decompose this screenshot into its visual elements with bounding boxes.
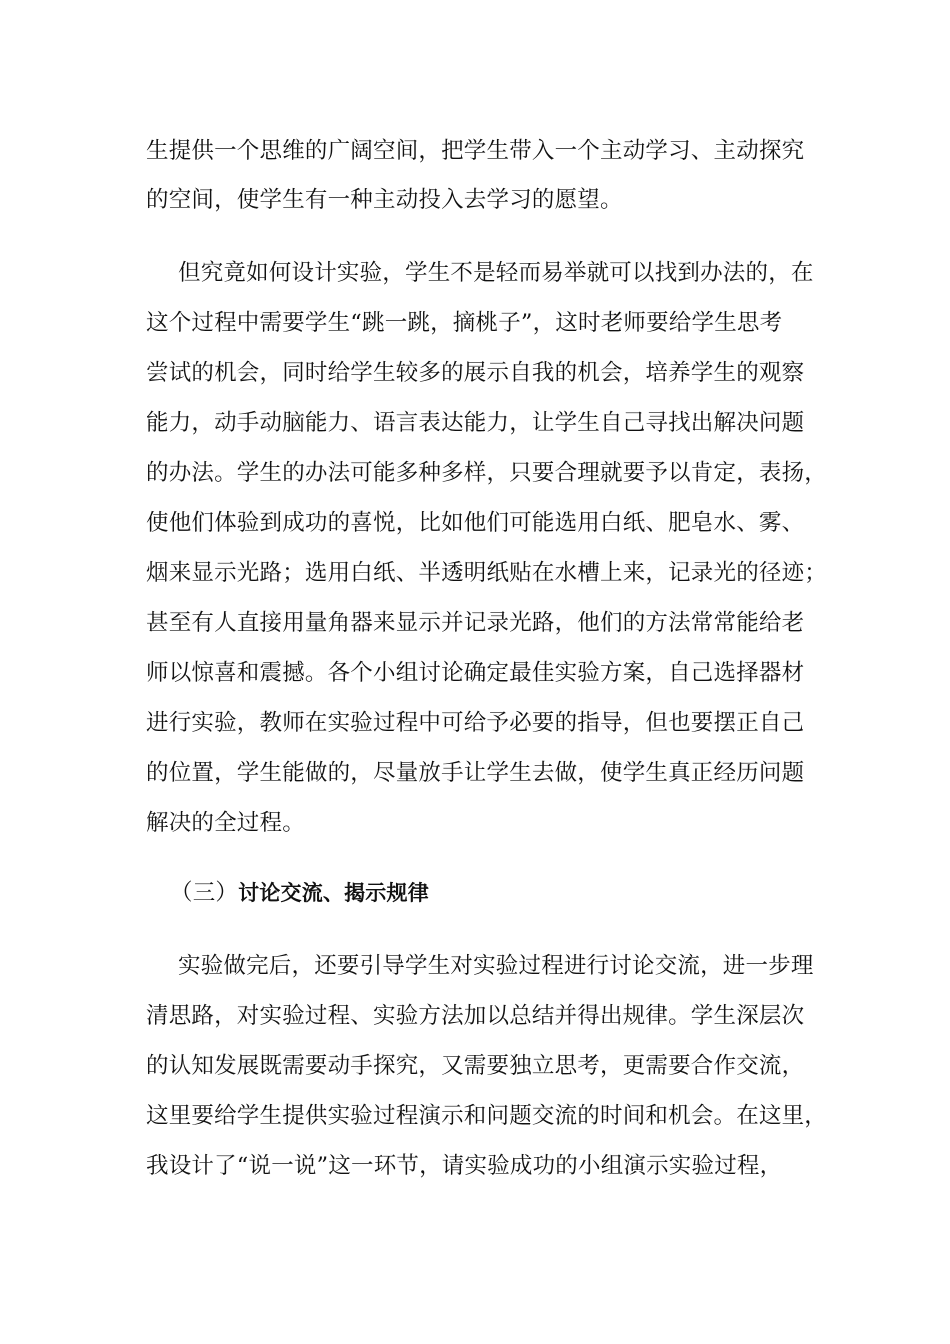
section-heading-prefix: （三） [170,880,239,906]
paragraph-3-line-2: 清思路，对实验过程、实验方法加以总结并得出规律。学生深层次 [146,1003,805,1029]
paragraph-2-line-9: 师以惊喜和震撼。各个小组讨论确定最佳实验方案，自己选择器材 [146,660,805,686]
paragraph-2-line-1: 但究竟如何设计实验，学生不是轻而易举就可以找到办法的，在 [178,260,814,286]
paragraph-3-line-1: 实验做完后，还要引导学生对实验过程进行讨论交流，进一步理 [178,953,814,979]
paragraph-2-line-6: 使他们体验到成功的喜悦，比如他们可能选用白纸、肥皂水、雾、 [146,510,805,536]
paragraph-2-line-12: 解决的全过程。 [146,810,305,836]
paragraph-2-line-10: 进行实验，教师在实验过程中可给予必要的指导，但也要摆正自己 [146,710,805,736]
section-heading-title: 讨论交流、揭示规律 [238,881,429,905]
paragraph-1-line-1: 生提供一个思维的广阔空间，把学生带入一个主动学习、主动探究 [146,138,805,164]
paragraph-1-line-2: 的空间，使学生有一种主动投入去学习的愿望。 [146,187,623,213]
paragraph-2-line-4: 能力，动手动脑能力、语言表达能力，让学生自己寻找出解决问题 [146,410,805,436]
paragraph-2-line-3: 尝试的机会，同时给学生较多的展示自我的机会，培养学生的观察 [146,360,805,386]
paragraph-2-line-8: 甚至有人直接用量角器来显示并记录光路，他们的方法常常能给老 [146,610,805,636]
paragraph-3-line-5: 我设计了“说一说”这一环节，请实验成功的小组演示实验过程， [146,1153,783,1179]
paragraph-2-line-5: 的办法。学生的办法可能多种多样，只要合理就要予以肯定，表扬， [146,460,828,486]
paragraph-2-line-11: 的位置，学生能做的，尽量放手让学生去做，使学生真正经历问题 [146,760,805,786]
section-heading [170,878,429,908]
paragraph-3-line-4: 这里要给学生提供实验过程演示和问题交流的时间和机会。在这里， [146,1103,828,1129]
paragraph-2-line-7: 烟来显示光路；选用白纸、半透明纸贴在水槽上来，记录光的径迹； [146,560,828,586]
paragraph-3-line-3: 的认知发展既需要动手探究，又需要独立思考，更需要合作交流， [146,1053,805,1079]
paragraph-2-line-2: 这个过程中需要学生“跳一跳，摘桃子”，这时老师要给学生思考 [146,310,783,336]
